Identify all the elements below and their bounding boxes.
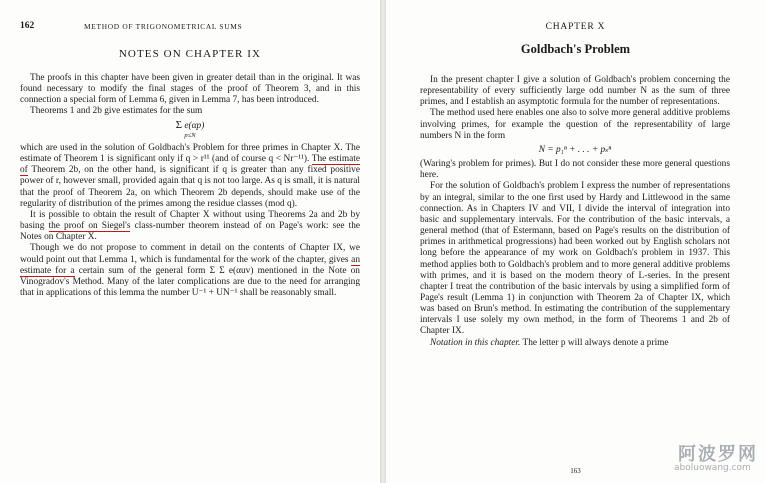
chapter-label: CHAPTER X [545,22,606,32]
watermark-url: aboluowang.com [674,463,751,473]
pen-underline-1: The estimate of [20,154,361,176]
left-paragraph-3: which are used in the solution of Goldbach's Problem for three primes in Chapter X. The estimate of Theorem 1 is significant only if q > r¹¹ (and of course q < Nr⁻¹¹). The estimate of Theorem 2b, on the other hand, is significant if q is greater than any fixed positive power of r, however small, provided again that q is not too large. As q is small, it is natural that the proof of Theorem 2a, on which Theorem 2b depends, should make use of the regularity of distribution of the primes among the residue classes (mod q). [20,142,361,209]
right-paragraph-3: (Waring's problem for primes). But I do not consider these more general questions here. [420,159,730,181]
left-page-body [20,73,360,299]
left-paragraph-1: The proofs in this chapter have been given in greater detail than in the original. It was found necessary to modify the final stages of the proof of Theorem 3, and in this connection a special form of Lemma 6, given in Lemma 7, has been introduced. [20,73,360,106]
pen-underline-3: an estimate for a [20,254,360,276]
right-paragraph-2: The method used here enables one also to solve more general additive problems involving primes, for example the question of the representability of large numbers N in the form [420,108,730,141]
left-running-head: METHOD OF TRIGONOMETRICAL SUMS [84,22,243,31]
right-page-number: 163 [570,467,581,475]
right-paragraph-4: For the solution of Goldbach's problem I express the number of representations by an integral, similar to the one first used by Hardy and Littlewood in the same connection. As in Chapters IV and VII, I divide the interval of integration into basic and supplementary intervals. For the contribution of the basic intervals, a general method (that of Estermann, based on Page's results on the distribution of primes in arithmetical progressions) had been worked out by English scholars not long before the appearance of my work on Goldbach's problem in 1937. This method applies both to Goldbach's problem and to more general additive problems with primes, and it is based on the modern theory of L-series. In the present chapter I treat the contribution of the basic intervals by using a simplified form of Page's result (Lemma 1) in conjunction with Theorem 2a of Chapter IX, which was based on Brun's method. In estimating the contribution of the supplementary intervals I use solely my own method, in the form of Theorems 1 and 2b of Chapter IX. [420,181,730,337]
right-page-body [420,75,730,349]
left-paragraph-4: It is possible to obtain the result of Chapter X without using Theorems 2a and 2b by basing the proof on Siegel's class-number theorem instead of on Page's work: see the Notes on Chapter X. [20,209,361,243]
notes-heading: NOTES ON CHAPTER IX [118,48,262,60]
watermark-chinese: 阿波罗网 [678,444,758,465]
right-page [386,0,765,483]
sum-symbol: Σ [175,118,183,131]
left-paragraph-2: Theorems 1 and 2b give estimates for the sum [30,106,203,117]
chapter-title: Goldbach's Problem [520,42,631,56]
right-paragraph-5: Notation in this chapter. The letter p will always denote a prime [430,337,669,348]
waring-formula: N = p₁ⁿ + . . . + pₛⁿ [538,144,612,155]
left-page-number: 162 [20,21,35,31]
sum-term: e(αp) [184,120,205,131]
site-watermark [668,440,763,478]
left-page [0,0,380,483]
pen-underline-2: the proof on Siegel's [48,221,131,232]
notation-heading: Notation in this chapter. [430,337,521,348]
right-paragraph-1: In the present chapter I give a solution of Goldbach's problem concerning the representability of every sufficiently large odd number N as the sum of three primes, and I establish an asymptotic formula for the number of representations. [420,75,730,108]
sum-subscript: p≤N [184,131,196,139]
sum-formula [20,120,360,141]
left-paragraph-5: Though we do not propose to comment in detail on the contents of Chapter IX, we would point out that Lemma 1, which is fundamental for the work of the chapter, gives an estimate for a certain sum of the general form Σ Σ e(αuv) mentioned in the Note on Vinogradov's Method. Many of the later complications are due to the need for arranging that in applications of this lemma the number U⁻¹ + UN⁻¹ shall be reasonably small. [20,243,360,298]
